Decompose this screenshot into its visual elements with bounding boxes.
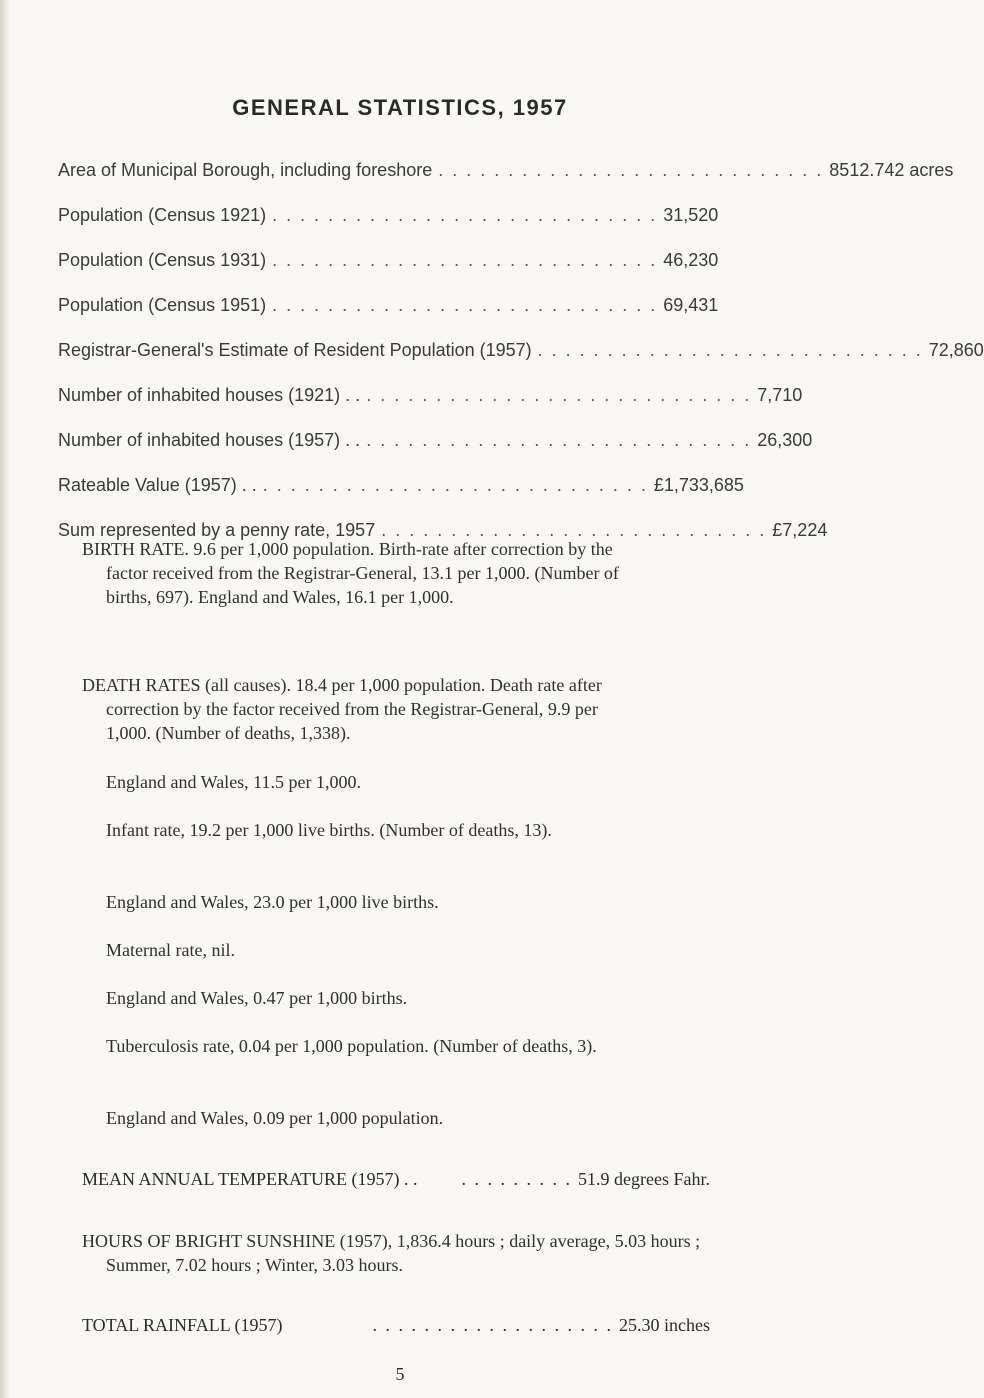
stat-label: Sum represented by a penny rate, 1957 (58, 520, 376, 540)
stat-row-census-1921 (58, 205, 719, 250)
temperature-value: 51.9 degrees Fahr. (578, 1169, 710, 1189)
stat-row-census-1951 (58, 295, 719, 340)
maternal-rate: Maternal rate, nil. (106, 940, 235, 960)
leader-dots: . . . . . . . . . . . . . . . . . . . . . . . . . . . . (366, 385, 752, 405)
page-binding-edge (0, 0, 10, 1398)
page-number: 5 (395, 1364, 405, 1384)
tuberculosis-rate-england-wales: England and Wales, 0.09 per 1,000 population. (106, 1108, 444, 1128)
stat-value: 69,431 (663, 295, 719, 315)
statistics-table (58, 160, 984, 565)
rainfall-value: 25.30 inches (619, 1315, 710, 1335)
infant-rate-england-wales: England and Wales, 23.0 per 1,000 live births. (106, 892, 439, 912)
leader-dots: . . . . . . . . . . . . . . . . . . . . . . . . . . . . (262, 475, 648, 495)
stat-label: Registrar-General's Estimate of Resident Population (1957) (58, 340, 532, 360)
stat-value: 8512.742 acres (829, 160, 954, 180)
leader-dots: . . . . . . . . . (461, 1169, 573, 1189)
stat-label: Rateable Value (1957) . . (58, 475, 257, 495)
stat-row-area (58, 160, 954, 205)
leader-dots: . . . . . . . . . . . . . . . . . . . . . . . . . . . . (272, 295, 658, 315)
stat-value: 72,860 (928, 340, 984, 360)
rainfall-label: TOTAL RAINFALL (1957) (82, 1315, 283, 1335)
leader-dots: . . . . . . . . . . . . . . . . . . . . . . . . . . . . (272, 250, 658, 270)
stat-label: Number of inhabited houses (1957) . . (58, 430, 361, 450)
stat-row-estimate-1957 (58, 340, 984, 385)
leader-dots: . . . . . . . . . . . . . . . . . . . . . . . . . . . . (537, 340, 923, 360)
stat-value: 7,710 (757, 385, 803, 405)
sunshine-paragraph: HOURS OF BRIGHT SUNSHINE (1957), 1,836.4 hours ; daily average, 5.03 hours ; Summer, 7.02 hours ; Winter, 3.03 hours. (82, 1231, 701, 1275)
stat-label: Population (Census 1921) (58, 205, 267, 225)
leader-dots: . . . . . . . . . . . . . . . . . . . . . . . . . . . . (272, 205, 658, 225)
stat-value: 26,300 (757, 430, 813, 450)
stat-label: Population (Census 1931) (58, 250, 267, 270)
leader-dots: . . . . . . . . . . . . . . . . . . . (372, 1315, 614, 1335)
stat-value: 46,230 (663, 250, 719, 270)
tuberculosis-rate: Tuberculosis rate, 0.04 per 1,000 population. (Number of deaths, 3). (106, 1036, 597, 1056)
stat-row-houses-1921 (58, 385, 803, 430)
stat-value: £1,733,685 (653, 475, 744, 495)
leader-dots: . . . . . . . . . . . . . . . . . . . . . . . . . . . . (438, 160, 824, 180)
leader-dots: . . . . . . . . . . . . . . . . . . . . . . . . . . . . (381, 520, 767, 540)
stat-value: £7,224 (772, 520, 828, 540)
page-title: GENERAL STATISTICS, 1957 (232, 95, 568, 120)
stat-row-houses-1957 (58, 430, 813, 475)
stat-label: Area of Municipal Borough, including foreshore (58, 160, 433, 180)
death-rates-paragraph: DEATH RATES (all causes). 18.4 per 1,000 population. Death rate after correction by the factor received from the Registrar-General, 9.9 per 1,000. (Number of deaths, 1,338). (82, 675, 602, 743)
stat-label: Population (Census 1951) (58, 295, 267, 315)
leader-dots: . . . . . . . . . . . . . . . . . . . . . . . . . . . . (366, 430, 752, 450)
stat-row-rateable-value (58, 475, 744, 520)
rainfall-line (82, 1313, 710, 1337)
infant-rate: Infant rate, 19.2 per 1,000 live births. (Number of deaths, 13). (106, 820, 552, 840)
stat-row-census-1931 (58, 250, 719, 295)
maternal-rate-england-wales: England and Wales, 0.47 per 1,000 births. (106, 988, 408, 1008)
stat-label: Number of inhabited houses (1921) . . (58, 385, 361, 405)
birth-rate-paragraph: BIRTH RATE. 9.6 per 1,000 population. Birth-rate after correction by the factor received from the Registrar-General, 13.1 per 1,000. (Number of births, 697). England and Wales, 16.1 per 1,000. (82, 539, 619, 607)
stat-value: 31,520 (663, 205, 719, 225)
mean-temperature-line (82, 1167, 710, 1191)
temperature-label: MEAN ANNUAL TEMPERATURE (1957) . . (82, 1169, 418, 1189)
death-rate-england-wales: England and Wales, 11.5 per 1,000. (106, 772, 361, 792)
